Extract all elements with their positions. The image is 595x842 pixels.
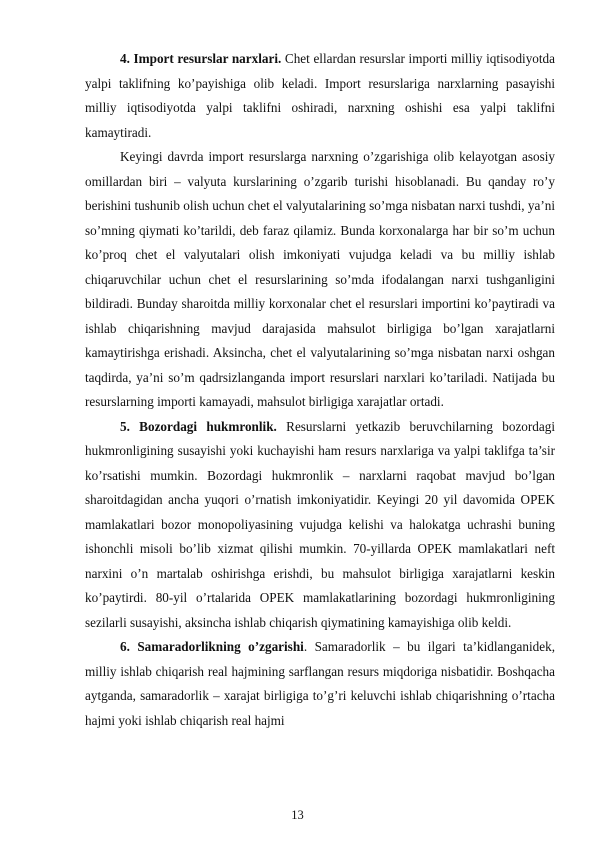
paragraph-market-power [85, 415, 555, 636]
paragraph-text: . Samaradorlik – bu ilgari ta’kidlanganidek, milliy ishlab chiqarish real hajmining sarflangan resurs miqdoriga nisbatidir. Boshqacha aytganda, samaradorlik – xarajat birligiga to’g’ri keluvchi ishlab chiqarishning o’rtacha hajmi yoki ishlab chiqarish real hajmi [85, 639, 555, 728]
paragraph-text: Chet ellardan resurslar importi milliy iqtisodiyotda yalpi taklifning ko’payishiga olib keladi. Import resurslariga narxlarning pasayishi milliy iqtisodiyotda yalpi taklifni oshiradi, narxning oshishi esa yalpi taklifni kamaytiradi. [85, 51, 556, 140]
heading-productivity: 6. Samaradorlikning o’zgarishi [120, 639, 304, 654]
paragraph-text: Keyingi davrda import resurslarga narxning o’zgarishiga olib kelayotgan asosiy omillardan biri – valyuta kurslarining o’zgarib turishi hisoblanadi. Bu qanday ro’y berishini tushunib olish uchun chet el valyutalarining so’mga nisbatan narxi tushdi, ya’ni so’mning qiymati ko’tarildi, deb faraz qilamiz. Bunda korxonalarga har bir so’m uchun ko’proq chet el valyutalari olish imkoniyati vujudga keladi va bu milliy ishlab chiqaruvchilar uchun chet el resurslarining so’mda ifodalangan narxi tushganligini bildiradi. Bunday sharoitda milliy korxonalar chet el resurslari importini ko’paytiradi va ishlab chiqarishning mavjud darajasida mahsulot birligiga bo’lgan xarajatlarni kamaytirishga erishadi. Aksincha, chet el valyutalarining so’mga nisbatan narxi oshgan taqdirda, ya’ni so’m qadrsizlanganda import resurslari narxlari ko’tariladi. Natijada bu resurslarning importi kamayadi, mahsulot birligiga xarajatlar ortadi. [85, 149, 555, 409]
paragraph-text: Resurslarni yetkazib beruvchilarning bozordagi hukmronligining susayishi yoki kuchayishi ham resurs narxlariga va yalpi taklifga ta’sir ko’rsatishi mumkin. Bozordagi hukmronlik – narxlarni raqobat mavjud bo’lgan sharoitdagidan ancha yuqori o’rnatish imkoniyatidir. Keyingi 20 yil davomida OPEK mamlakatlari bozor monopoliyasining vujudga kelishi va halokatga uchrashi buning ishonchli misoli bo’lib xizmat qilishi mumkin. 70-yillarda OPEK mamlakatlari neft narxini o’n martalab oshirishga erishdi, bu mahsulot birligiga xarajatlarni keskin ko’paytirdi. 80-yil o’rtalarida OPEK mamlakatlarining bozordagi hukmronligining sezilarli susayishi, aksincha ishlab chiqarish qiymatining kamayishiga olib keldi. [85, 418, 555, 630]
page-number: 13 [291, 808, 304, 822]
heading-import-prices: 4. Import resurslar narxlari. [120, 51, 282, 66]
document-page [85, 47, 555, 733]
paragraph-productivity [85, 635, 555, 733]
paragraph-import-prices [85, 47, 555, 145]
heading-market-power: 5. Bozordagi hukmronlik. [120, 418, 277, 434]
paragraph-currency-rates [85, 145, 555, 415]
